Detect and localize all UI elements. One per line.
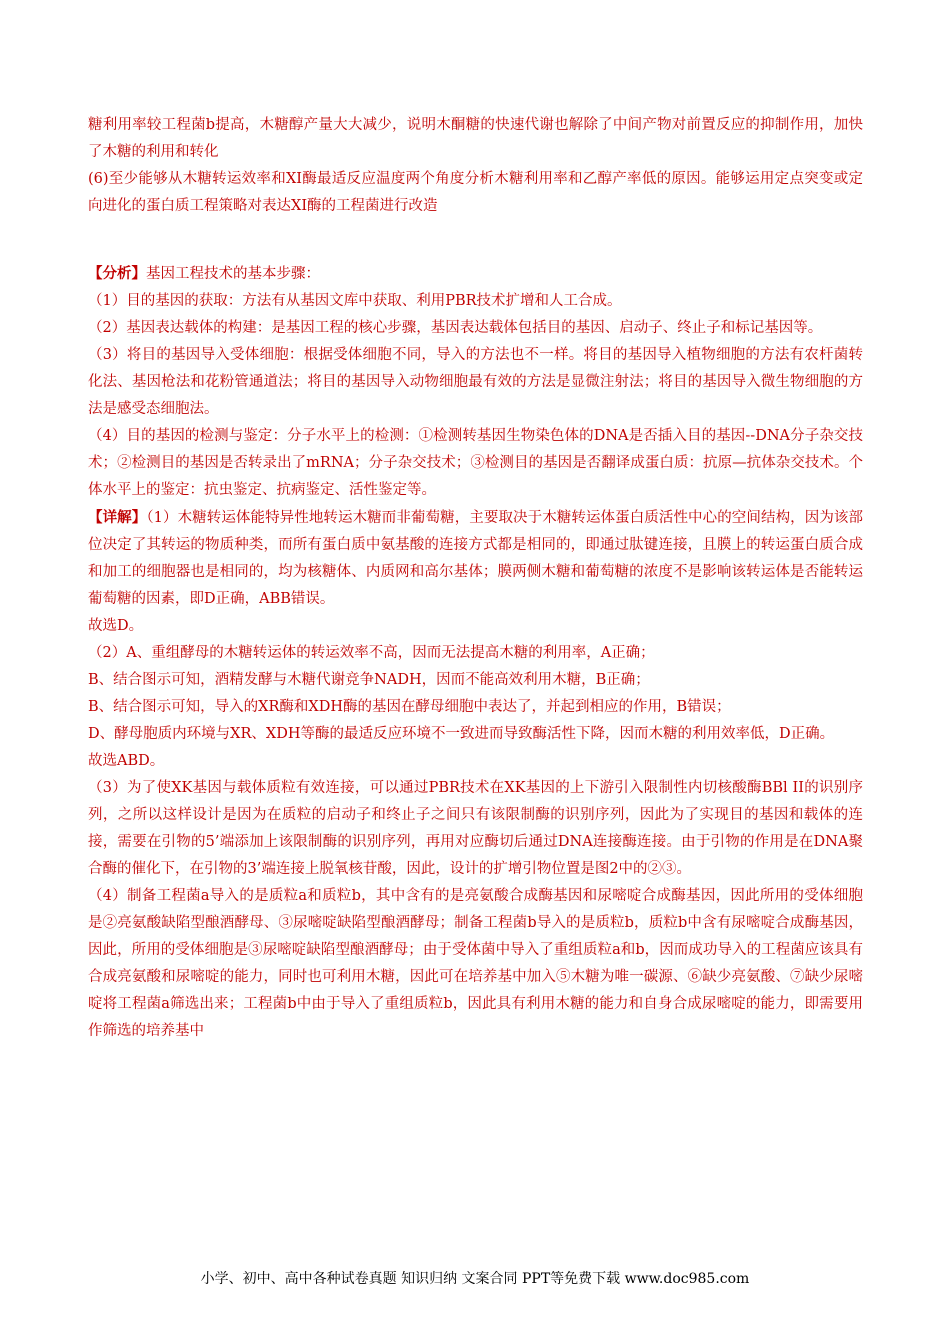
answer-paragraph: (6)至少能够从木糖转运效率和XI酶最适反应温度两个角度分析木糖利用率和乙醇产率低的原因。能够运用定点突变或定向进化的蛋白质工程策略对表达XI酶的工程菌进行改造 [88, 171, 863, 214]
detail-first-text: （1）木糖转运体能特异性地转运木糖而非葡萄糖，主要取决于木糖转运体蛋白质活性中心的空间结构，因为该部位决定了其转运的物质种类，而所有蛋白质中氨基酸的连接方式都是相同的，即通过肽键连接，且膜上的转运蛋白质合成和加工的细胞器也是相同的，均为核糖体、内质网和高尔基体；膜两侧木糖和葡萄糖的浓度不是影响该转运体是否能转运葡萄糖的因素，即D正确，ABB错误。 [88, 510, 863, 607]
detail-paragraph: （4）制备工程菌a导入的是质粒a和质粒b，其中含有的是亮氨酸合成酶基因和尿嘧啶合成酶基因，因此所用的受体细胞是②亮氨酸缺陷型酿酒酵母、③尿嘧啶缺陷型酿酒酵母；制备工程菌b导入的是质粒b，质粒b中含有尿嘧啶合成酶基因，因此，所用的受体细胞是③尿嘧啶缺陷型酿酒酵母；由于受体菌中导入了重组质粒a和b，因而成功导入的工程菌应该具有合成亮氨酸和尿嘧啶的能力，同时也可利用木糖，因此可在培养基中加入⑤木糖为唯一碳源、⑥缺少亮氨酸、⑦缺少尿嘧啶将工程菌a筛选出来；工程菌b中由于导入了重组质粒b，因此具有利用木糖的能力和自身合成尿嘧啶的能力，即需要用作筛选的培养基中 [88, 888, 863, 1039]
detail-heading: 【详解】 [88, 509, 147, 526]
analysis-intro-text: 基因工程技术的基本步骤： [146, 266, 320, 282]
analysis-step: （1）目的基因的获取：方法有从基因文库中获取、利用PBR技术扩增和人工合成。 [88, 293, 622, 309]
analysis-step: （4）目的基因的检测与鉴定：分子水平上的检测：①检测转基因生物染色体的DNA是否插入目的基因--DNA分子杂交技术；②检测目的基因是否转录出了mRNA；分子杂交技术；③检测目的基因是否翻译成蛋白质：抗原—抗体杂交技术。个体水平上的鉴定：抗虫鉴定、抗病鉴定、活性鉴定等。 [88, 428, 863, 498]
detail-paragraph: B、结合图示可知，导入的XR酶和XDH酶的基因在酵母细胞中表达了，并起到相应的作用，B错误； [88, 699, 731, 715]
analysis-step: （2）基因表达载体的构建：是基因工程的核心步骤，基因表达载体包括目的基因、启动子、终止子和标记基因等。 [88, 320, 823, 336]
detail-paragraph: （3）为了使XK基因与载体质粒有效连接，可以通过PBR技术在XK基因的上下游引入限制性内切核酸酶BBl II的识别序列，之所以这样设计是因为在质粒的启动子和终止子之间只有该限制酶的识别序列，因此为了实现目的基因和载体的连接，需要在引物的5’端添加上该限制酶的识别序列，再用对应酶切后通过DNA连接酶连接。由于引物的作用是在DNA聚合酶的催化下，在引物的3’端连接上脱氧核苷酸，因此，设计的扩增引物位置是图2中的②③。 [88, 780, 863, 877]
section-spacer [88, 220, 863, 260]
analysis-intro [88, 260, 863, 288]
analysis-heading: 【分析】 [88, 265, 146, 282]
answer-paragraph: 糖利用率较工程菌b提高，木糖醇产量大大减少，说明木酮糖的快速代谢也解除了中间产物对前置反应的抑制作用，加快了木糖的利用和转化 [88, 117, 863, 160]
detail-first [88, 504, 863, 613]
detail-paragraph: （2）A、重组酵母的木糖转运体的转运效率不高，因而无法提高木糖的利用率，A正确； [88, 645, 655, 661]
detail-paragraph: D、酵母胞质内环境与XR、XDH等酶的最适反应环境不一致进而导致酶活性下降，因而木糖的利用效率低，D正确。 [88, 726, 835, 742]
analysis-step: （3）将目的基因导入受体细胞：根据受体细胞不同，导入的方法也不一样。将目的基因导入植物细胞的方法有农杆菌转化法、基因枪法和花粉管通道法；将目的基因导入动物细胞最有效的方法是显微注射法；将目的基因导入微生物细胞的方法是感受态细胞法。 [88, 347, 863, 417]
page-content [88, 112, 863, 1045]
page-footer: 小学、初中、高中各种试卷真题 知识归纳 文案合同 PPT等免费下载 www.doc985.com [200, 1271, 750, 1287]
detail-paragraph: 故选D。 [88, 618, 144, 634]
detail-paragraph: B、结合图示可知，酒精发酵与木糖代谢竞争NADH，因而不能高效利用木糖，B正确； [88, 672, 650, 688]
detail-paragraph: 故选ABD。 [88, 753, 165, 769]
